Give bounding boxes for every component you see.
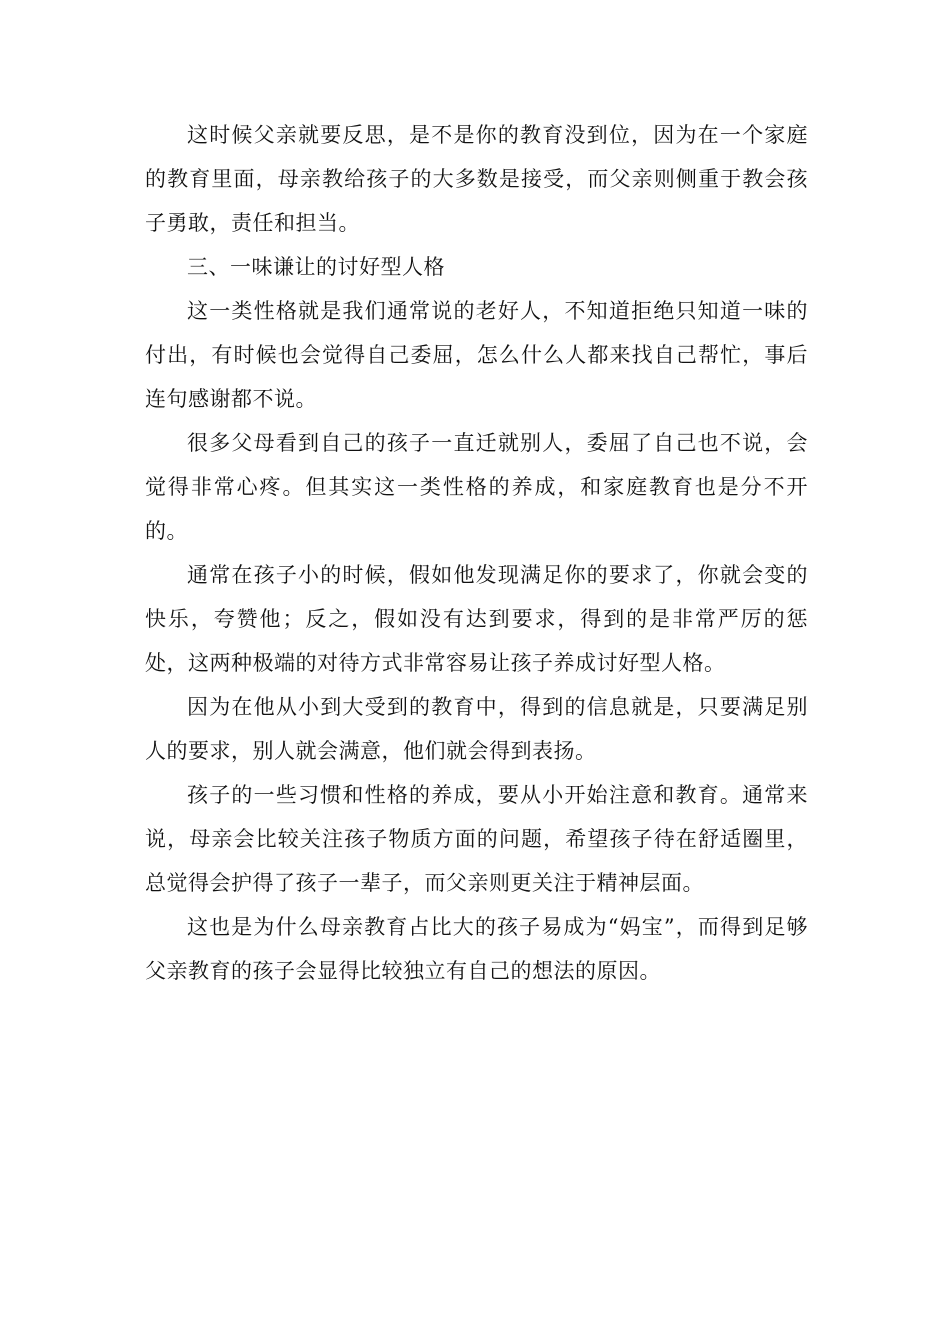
paragraph-habits-character: 孩子的一些习惯和性格的养成，要从小开始注意和教育。通常来说，母亲会比较关注孩子物质方面的问题，希望孩子待在舒适圈里，总觉得会护得了孩子一辈子，而父亲则更关注于精神层面。 <box>145 783 808 895</box>
paragraph-nice-guy: 这一类性格就是我们通常说的老好人，不知道拒绝只知道一味的付出，有时候也会觉得自己委屈，怎么什么人都来找自己帮忙，事后连句感谢都不说。 <box>145 299 808 411</box>
document-body <box>145 113 808 993</box>
section-heading-people-pleaser: 三、一味谦让的讨好型人格 <box>187 255 445 279</box>
paragraph-conclusion: 这也是为什么母亲教育占比大的孩子易成为“妈宝”，而得到足够父亲教育的孩子会显得比较独立有自己的想法的原因。 <box>145 915 808 983</box>
paragraph-parents-heartache: 很多父母看到自己的孩子一直迁就别人，委屈了自己也不说，会觉得非常心疼。但其实这一类性格的养成，和家庭教育也是分不开的。 <box>145 431 808 543</box>
paragraph-childhood-reaction: 通常在孩子小的时候，假如他发现满足你的要求了，你就会变的快乐，夸赞他；反之，假如没有达到要求，得到的是非常严厉的惩处，这两种极端的对待方式非常容易让孩子养成讨好型人格。 <box>145 563 808 675</box>
paragraph-father-reflection: 这时候父亲就要反思，是不是你的教育没到位，因为在一个家庭的教育里面，母亲教给孩子的大多数是接受，而父亲则侧重于教会孩子勇敢，责任和担当。 <box>145 123 808 235</box>
paragraph-learned-message: 因为在他从小到大受到的教育中，得到的信息就是，只要满足别人的要求，别人就会满意，他们就会得到表扬。 <box>145 695 808 763</box>
